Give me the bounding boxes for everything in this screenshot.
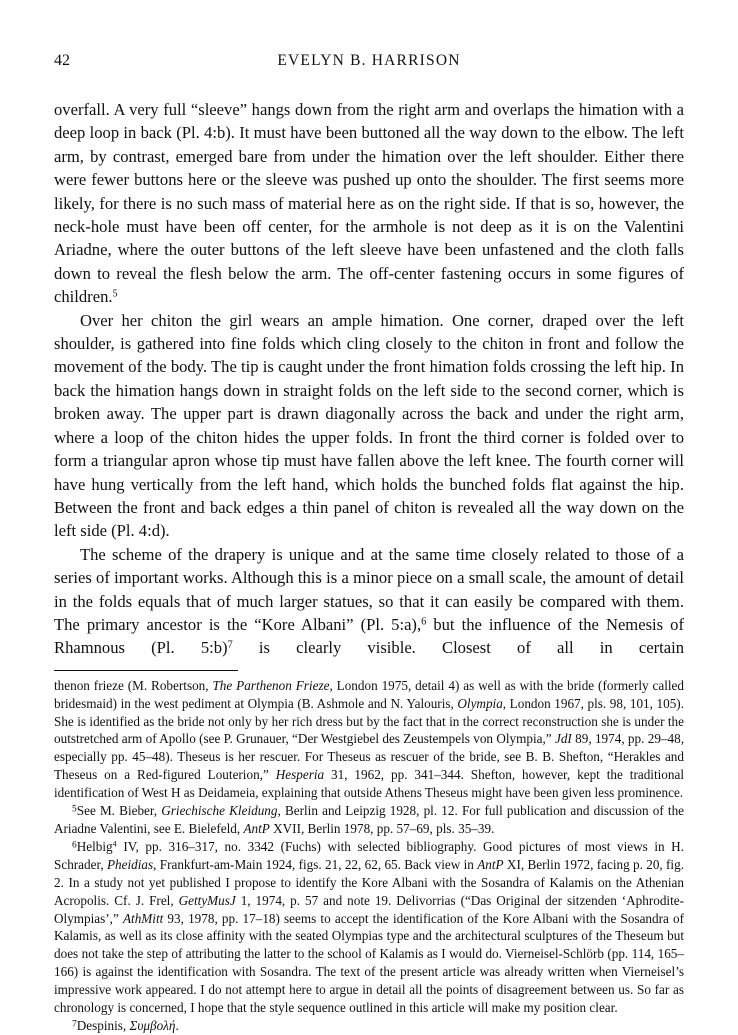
- paragraph-1: [54, 98, 684, 309]
- footnote-ref-5[interactable]: 5: [112, 288, 118, 300]
- paragraph-3-text-b: but the influence of the Nemesis of Rhamnous (Pl. 5:b): [54, 614, 685, 658]
- footnote-ref-7[interactable]: 7: [227, 639, 233, 651]
- footnote-separator: [54, 670, 238, 671]
- page: [54, 52, 684, 1035]
- footnote-5: $^5$See M. Bieber, Griechische Kleidung, Berlin and Leipzig 1928, pl. 12. For full publication and discussion of the Ariadne Valentini, see E. Bielefeld, AntP XVII, Berlin 1978, pp. 57–69, pls. 35–39.: [54, 803, 685, 836]
- paragraph-3-text-a: The scheme of the drapery is unique and at the same time closely related to those of a series of important works. Although this is a minor piece on a small scale, the amount of detail in the folds equals that of much larger statues, so that it can easily be compared with them. The primary ancestor is the “Kore Albani” (Pl. 5:a),: [54, 544, 684, 634]
- running-head: EVELYN B. HARRISON: [277, 52, 461, 69]
- page-header: [54, 52, 684, 78]
- footnotes: [54, 677, 684, 1035]
- footnote-continued: thenon frieze (M. Robertson, The Parthenon Frieze, London 1975, detail 4) as well as with the bride (formerly called bridesmaid) in the west pediment at Olympia (B. Ashmole and N. Yalouris, Olympia, London 1967, pls. 98, 101, 105). She is identified as the bride not only by her rich dress but by the fact that in the correct reconstruction she is under the outstretched arm of Apollo (see P. Grunauer, “Der Westgiebel des Zeustempels von Olympia,” JdI 89, 1974, pp. 29–48, especially pp. 45–48). Theseus is her rescuer. For Theseus as rescuer of the bride, see B. B. Shefton, “Herakles and Theseus on a Red-figured Louterion,” Hesperia 31, 1962, pp. 341–344. Shefton, however, kept the traditional identification of West H as Deidameia, explaining that outside Athens Theseus might have been given less prominence.: [54, 677, 685, 801]
- footnote-7: $^7$Despinis, Συμβολή.: [72, 1017, 179, 1033]
- footnote-6: $^6$Helbig$^4$ IV, pp. 316–317, no. 3342 (Fuchs) with selected bibliography. Good pictures of most views in H. Schrader, Pheidias, Frankfurt-am-Main 1924, figs. 21, 22, 62, 65. Back view in AntP XI, Berlin 1972, facing p. 20, fig. 2. In a study not yet published I propose to identify the Kore Albani with the Sosandra of Kalamis on the Athenian Acropolis. Cf. J. Frel, GettyMusJ 1, 1974, p. 57 and note 19. Delivorrias (“Das Original der sitzenden ‘Aphrodite-Olympias’,” AthMitt 93, 1978, pp. 17–18) seems to accept the identification of the Kore Albani with the Sosandra of Kalamis, as well as its close affinity with the seated Olympias type and the architectural sculptures of the Theseum but does not take the step of attributing the latter to the school of Kalamis as I would do. Vierneisel-Schlörb (pp. 114, 165–166) is against the identification with Sosandra. The text of the present article was already written when Vierneisel’s impressive work appeared. I do not attempt here to argue in detail all the points of disagreement between us. So far as chronology is concerned, I hope that the style sequence outlined in this article will make my position clear.: [54, 838, 684, 1016]
- paragraph-3-text-c: is clearly visible. Closest of all in certain: [232, 638, 684, 658]
- paragraph-3: [54, 543, 684, 660]
- main-text: [54, 98, 684, 660]
- paragraph-2: Over her chiton the girl wears an ample himation. One corner, draped over the left shoulder, is gathered into fine folds which cling closely to the chiton in front and follow the movement of the body. The tip is caught under the front himation folds crossing the left hip. In back the himation hangs down in straight folds on the left side to the second corner, which is broken away. The upper part is drawn diagonally across the back and under the right arm, where a loop of the chiton hides the upper folds. In front the third corner is folded over to form a triangular apron whose tip must have fallen above the left knee. The fourth corner will have hung vertically from the left hand, which holds the bunched folds flat against the hip. Between the front and back edges a thin panel of chiton is revealed all the way down on the left side (Pl. 4:d).: [54, 310, 684, 541]
- footnote-ref-6[interactable]: 6: [421, 616, 427, 628]
- footnote-5-number: 5: [72, 804, 77, 815]
- page-number: 42: [54, 52, 70, 69]
- paragraph-1-text: overfall. A very full “sleeve” hangs down from the right arm and overlaps the himation with a deep loop in back (Pl. 4:b). It must have been buttoned all the way down to the elbow. The left arm, by contrast, emerged bare from under the himation over the left shoulder. Either there were fewer buttons here or the sleeve was pushed up onto the shoulder. The first seems more likely, for there is no such mass of material here as on the right side. If that is so, however, the neck-hole must have been off center, for the armhole is not deep as it is on the Valentini Ariadne, where the outer buttons of the left sleeve have been unfastened and the cloth falls down to reveal the flesh below the arm. The off-center fastening occurs in some figures of children.: [54, 100, 684, 307]
- footnote-7-number: 7: [72, 1019, 77, 1030]
- footnote-6-number: 6: [72, 840, 77, 851]
